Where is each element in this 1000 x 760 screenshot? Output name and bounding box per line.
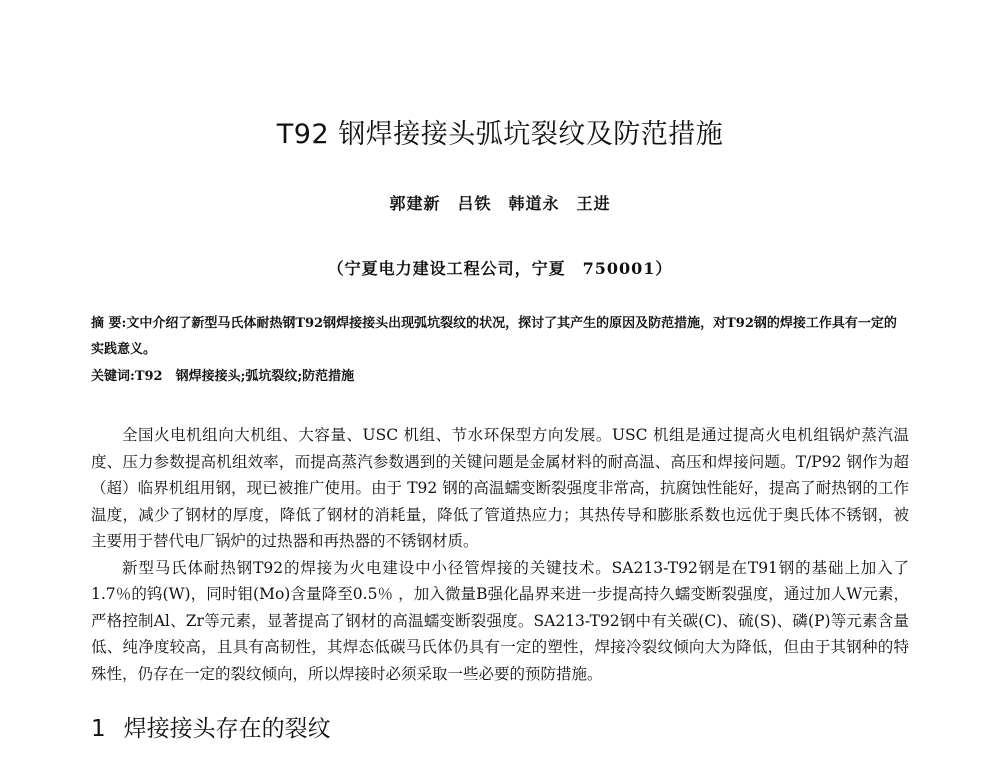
section-number: 1 [91,716,106,742]
keywords-text: :T92 钢焊接接头;弧坑裂纹;防范措施 [130,369,355,384]
keywords-label: 关键词 [91,369,131,384]
body-paragraph-2: 新型马氏体耐热钢T92的焊接为火电建设中小径管焊接的关键技术。SA213-T92钢是在T91钢的基础上加入了1.7％的钨(W)，同时钼(Mo)含量降至0.5％ ，加入微量B强化晶界来进一步提高持久蠕变断裂强度，通过加人W元素，严格控制Al、Zr等元素，显著提高了钢材的高温蠕变断裂强度。SA213-T92钢中有关碳(C)、硫(S)、磷(P)等元素含量低、纯净度较高，且具有高韧性，其焊态低碳马氏体仍具有一定的塑性，焊接冷裂纹倾向大为降低，但由于其钢种的特殊性，仍存在一定的裂纹倾向，所以焊接时必须采取一些必要的预防措施。 [91,558,909,683]
section-title: 焊接接头存在的裂纹 [123,716,331,742]
section-heading [91,710,331,743]
author-list: 郭建新 吕铁 韩道永 王进 [389,194,611,213]
abstract-label: 摘 要 [91,316,122,331]
paper-title: T92 钢焊接接头弧坑裂纹及防范措施 [276,119,724,150]
affiliation: （宁夏电力建设工程公司，宁夏 750001） [327,259,673,278]
abstract [91,311,909,363]
cropped-next-line [91,750,909,760]
body-text [91,422,909,687]
body-paragraph-1: 全国火电机组向大机组、大容量、USC 机组、节水环保型方向发展。USC 机组是通过提高火电机组锅炉蒸汽温度、压力参数提高机组效率，而提高蒸汽参数遇到的关键问题是金属材料的耐高温、高压和焊接问题。T/P92 钢作为超（超）临界机组用钢，现已被推广使用。由于 T92 钢的高温蠕变断裂强度非常高，抗腐蚀性能好，提高了耐热钢的工作温度，减少了钢材的厚度，降低了钢材的消耗量，降低了管道热应力；其热传导和膨胀系数也远优于奥氏体不锈钢，被主要用于替代电厂锅炉的过热器和再热器的不锈钢材质。 [91,426,909,550]
abstract-text: :文中介绍了新型马氏体耐热钢T92钢焊接接头出现弧坑裂纹的状况，探讨了其产生的原因及防范措施，对T92钢的焊接工作具有一定的实践意义。 [91,316,897,357]
keywords [91,365,909,384]
